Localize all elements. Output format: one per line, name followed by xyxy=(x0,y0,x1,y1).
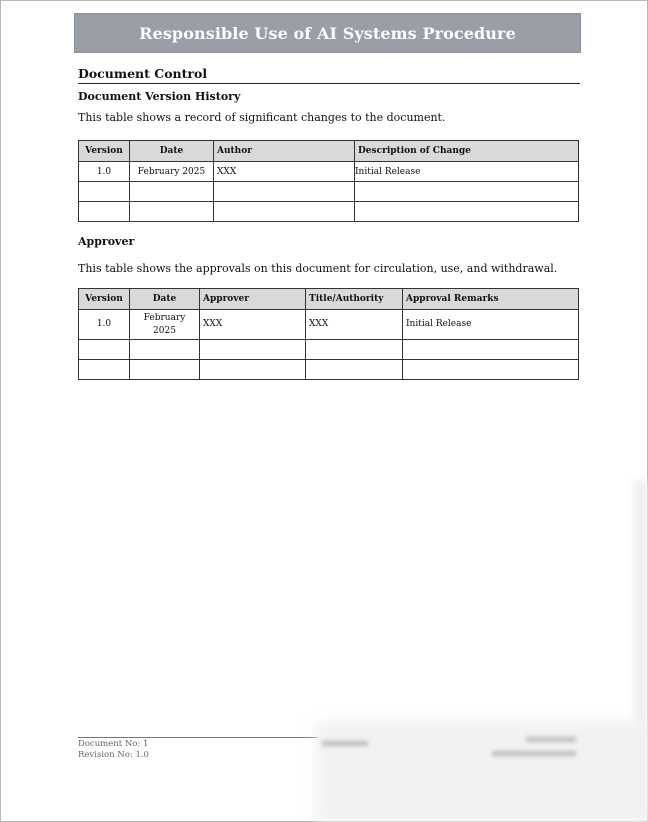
blurred-overlay xyxy=(316,722,648,822)
footer-revision-no: Revision No: 1.0 xyxy=(78,750,149,760)
table-cell xyxy=(130,202,214,222)
table-cell xyxy=(355,202,579,222)
footer-divider xyxy=(78,737,318,738)
table-cell xyxy=(306,360,403,380)
column-header: Author xyxy=(214,141,355,162)
blurred-text xyxy=(492,751,576,756)
table-cell xyxy=(200,340,306,360)
table-cell: XXX xyxy=(214,162,355,182)
table-cell xyxy=(130,360,200,380)
table-cell: 1.0 xyxy=(79,162,130,182)
column-header: Version xyxy=(79,289,130,310)
table-cell xyxy=(79,182,130,202)
column-header: Approver xyxy=(200,289,306,310)
table-header-row xyxy=(79,289,579,310)
version-history-table xyxy=(78,140,579,222)
table-cell xyxy=(214,202,355,222)
table-cell: February 2025 xyxy=(130,162,214,182)
table-cell: 1.0 xyxy=(79,310,130,340)
table-cell xyxy=(130,182,214,202)
approver-description: This table shows the approvals on this document for circulation, use, and withdrawal. xyxy=(78,262,558,275)
blurred-text xyxy=(526,737,576,742)
table-cell: XXX xyxy=(200,310,306,340)
version-history-description: This table shows a record of significant changes to the document. xyxy=(78,111,446,124)
table-cell xyxy=(130,340,200,360)
column-header: Title/Authority xyxy=(306,289,403,310)
table-cell xyxy=(355,182,579,202)
document-control-heading: Document Control xyxy=(78,66,208,81)
blurred-text xyxy=(322,741,368,746)
approver-table xyxy=(78,288,579,380)
table-cell: Initial Release xyxy=(355,162,579,182)
table-cell xyxy=(200,360,306,380)
column-header: Approval Remarks xyxy=(403,289,579,310)
table-cell: Initial Release xyxy=(403,310,579,340)
column-header: Version xyxy=(79,141,130,162)
table-cell xyxy=(79,202,130,222)
approver-heading: Approver xyxy=(78,235,135,248)
table-cell xyxy=(214,182,355,202)
column-header: Date xyxy=(130,141,214,162)
table-row xyxy=(79,340,579,360)
table-cell: February 2025 xyxy=(130,310,200,340)
heading-divider xyxy=(78,83,580,84)
footer-document-no: Document No: 1 xyxy=(78,739,149,749)
table-row xyxy=(79,360,579,380)
table-cell xyxy=(79,360,130,380)
column-header: Description of Change xyxy=(355,141,579,162)
version-history-heading: Document Version History xyxy=(78,90,241,103)
table-row xyxy=(79,202,579,222)
document-title-banner xyxy=(74,13,581,53)
table-row xyxy=(79,162,579,182)
table-cell xyxy=(79,340,130,360)
table-cell xyxy=(403,360,579,380)
column-header: Date xyxy=(130,289,200,310)
table-cell xyxy=(403,340,579,360)
document-title: Responsible Use of AI Systems Procedure xyxy=(139,23,516,43)
table-header-row xyxy=(79,141,579,162)
table-row xyxy=(79,310,579,340)
table-cell xyxy=(306,340,403,360)
table-cell: XXX xyxy=(306,310,403,340)
table-row xyxy=(79,182,579,202)
